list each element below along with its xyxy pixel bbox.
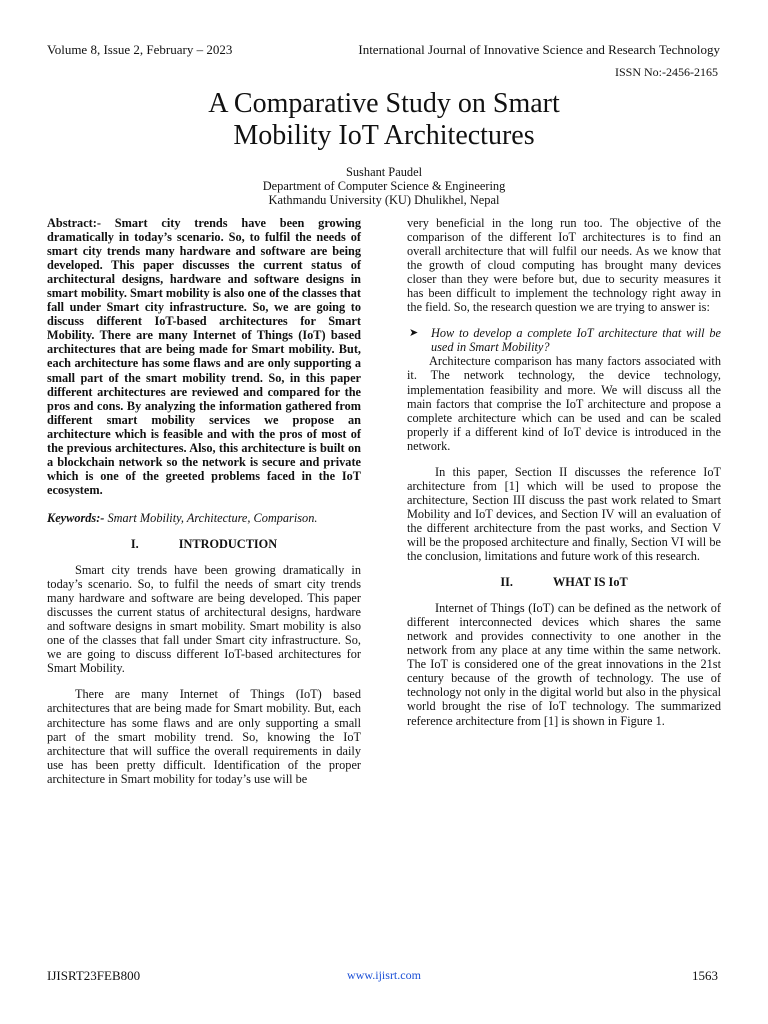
journal-name: International Journal of Innovative Science and Research Technology (358, 42, 720, 57)
author-block (0, 165, 768, 207)
intro-paragraph-4: Architecture comparison has many factors associated with it. The network technology, the device technology, implementation feasibility and more. We will discuss all the main factors that comprise the IoT architecture and propose a complete architecture which can be used and can be scaled properly if a different kind of IoT device is introduced in the network. (407, 354, 721, 453)
keywords (47, 511, 361, 525)
paper-title-line-2: Mobility IoT Architectures (233, 120, 535, 151)
intro-paragraph-3: very beneficial in the long run too. The objective of the comparison of the different IoT architectures is to find an overall architecture that will fulfil our needs. As we know that the growth of cloud computing has brought many devices closer than they were before but, due to security measures it has been difficult to implement the technology right away in the field. So, the research question we are trying to answer is: (407, 216, 721, 315)
page-number: 1563 (692, 968, 718, 983)
intro-paragraph-2: There are many Internet of Things (IoT) based architectures that are being made for Smart mobility. But, each architecture has some flaws and are only supporting a small part of the smart mobility trend. So, knowing the IoT architecture that will suffice the overall requirements in daily use has been pretty difficult. Identification of the proper architecture in Smart mobility for today’s use will be (47, 687, 361, 786)
keywords-label: Keywords:- (47, 510, 105, 525)
intro-paragraph-1: Smart city trends have been growing dramatically in today’s scenario. So, to fulfil the needs of smart city trends many hardware and software are being developed. This paper discusses the current status of architectural designs, hardware and software designs in smart mobility. Smart mobility is also one of the classes that fall under Smart city infrastructure. So, we are going to discuss different IoT-based architectures for Smart Mobility. (47, 563, 361, 676)
keywords-text: Smart Mobility, Architecture, Comparison. (107, 510, 318, 525)
section-title: INTRODUCTION (178, 536, 278, 551)
paper-title-line-1: A Comparative Study on Smart (208, 88, 560, 119)
research-question-text: How to develop a complete IoT architecture that will be used in Smart Mobility? (431, 326, 721, 355)
paper-title (0, 88, 768, 152)
paper-id: IJISRT23FEB800 (47, 968, 141, 983)
research-question (407, 326, 721, 354)
arrow-bullet-icon: ➤ (409, 327, 419, 340)
iot-paragraph-1: Internet of Things (IoT) can be defined as the network of different interconnected devices which shares the same network and provides connectivity to one another in the network from any place at any time within the same network. The IoT is considered one of the great innovations in the 21st century because of the growth of technology. The use of technology not only in the digital world but also in the physical world brought the rise of IoT technology. The summarized reference architecture from [1] is shown in Figure 1. (407, 601, 721, 728)
journal-url-link[interactable]: www.ijisrt.com (347, 968, 421, 982)
author-department: Department of Computer Science & Engineering (262, 179, 506, 193)
left-column (47, 216, 361, 786)
section-heading-introduction (47, 537, 361, 551)
section-number: II. (500, 575, 513, 590)
section-heading-what-is-iot (407, 575, 721, 589)
section-title: WHAT IS IoT (552, 575, 628, 590)
right-column (407, 216, 721, 728)
section-number: I. (130, 536, 139, 551)
issn-number: ISSN No:-2456-2165 (614, 65, 718, 79)
author-affiliation: Kathmandu University (KU) Dhulikhel, Nepal (268, 193, 500, 207)
volume-issue: Volume 8, Issue 2, February – 2023 (47, 42, 233, 57)
author-name: Sushant Paudel (345, 165, 423, 179)
abstract: Abstract:- Smart city trends have been growing dramatically in today’s scenario. So, to fulfil the needs of smart city trends many hardware and software are being developed. This paper discusses the current status of architectural designs, hardware and software designs in smart mobility. Smart mobility is also one of the classes that fall under Smart city infrastructure. So, we are going to discuss different IoT-based architectures for Smart Mobility. There are many Internet of Things (IoT) based architectures that are being made for Smart mobility. But, each architecture has some flaws and are only supporting a small part of the smart mobility trend. So, in this paper different architectures are reviewed and compared for the pros and cons. By analyzing the information gathered from different smart mobility services we propose an architecture which is feasible and with the pros of most of the previous architectures. Also, this architecture is built on a blockchain network so the network is secure and private which is one of the greeted problems faced in the IoT ecosystem. (47, 216, 361, 497)
intro-paragraph-5: In this paper, Section II discusses the reference IoT architecture from [1] which will be used to propose the architecture, Section III discuss the past work related to Smart Mobility and IoT devices, and Section IV will an evaluation of the different architecture from the past works, and Section V will be the proposed architecture and finally, Section VI will be the conclusion, limitations and future work of this research. (407, 464, 721, 564)
